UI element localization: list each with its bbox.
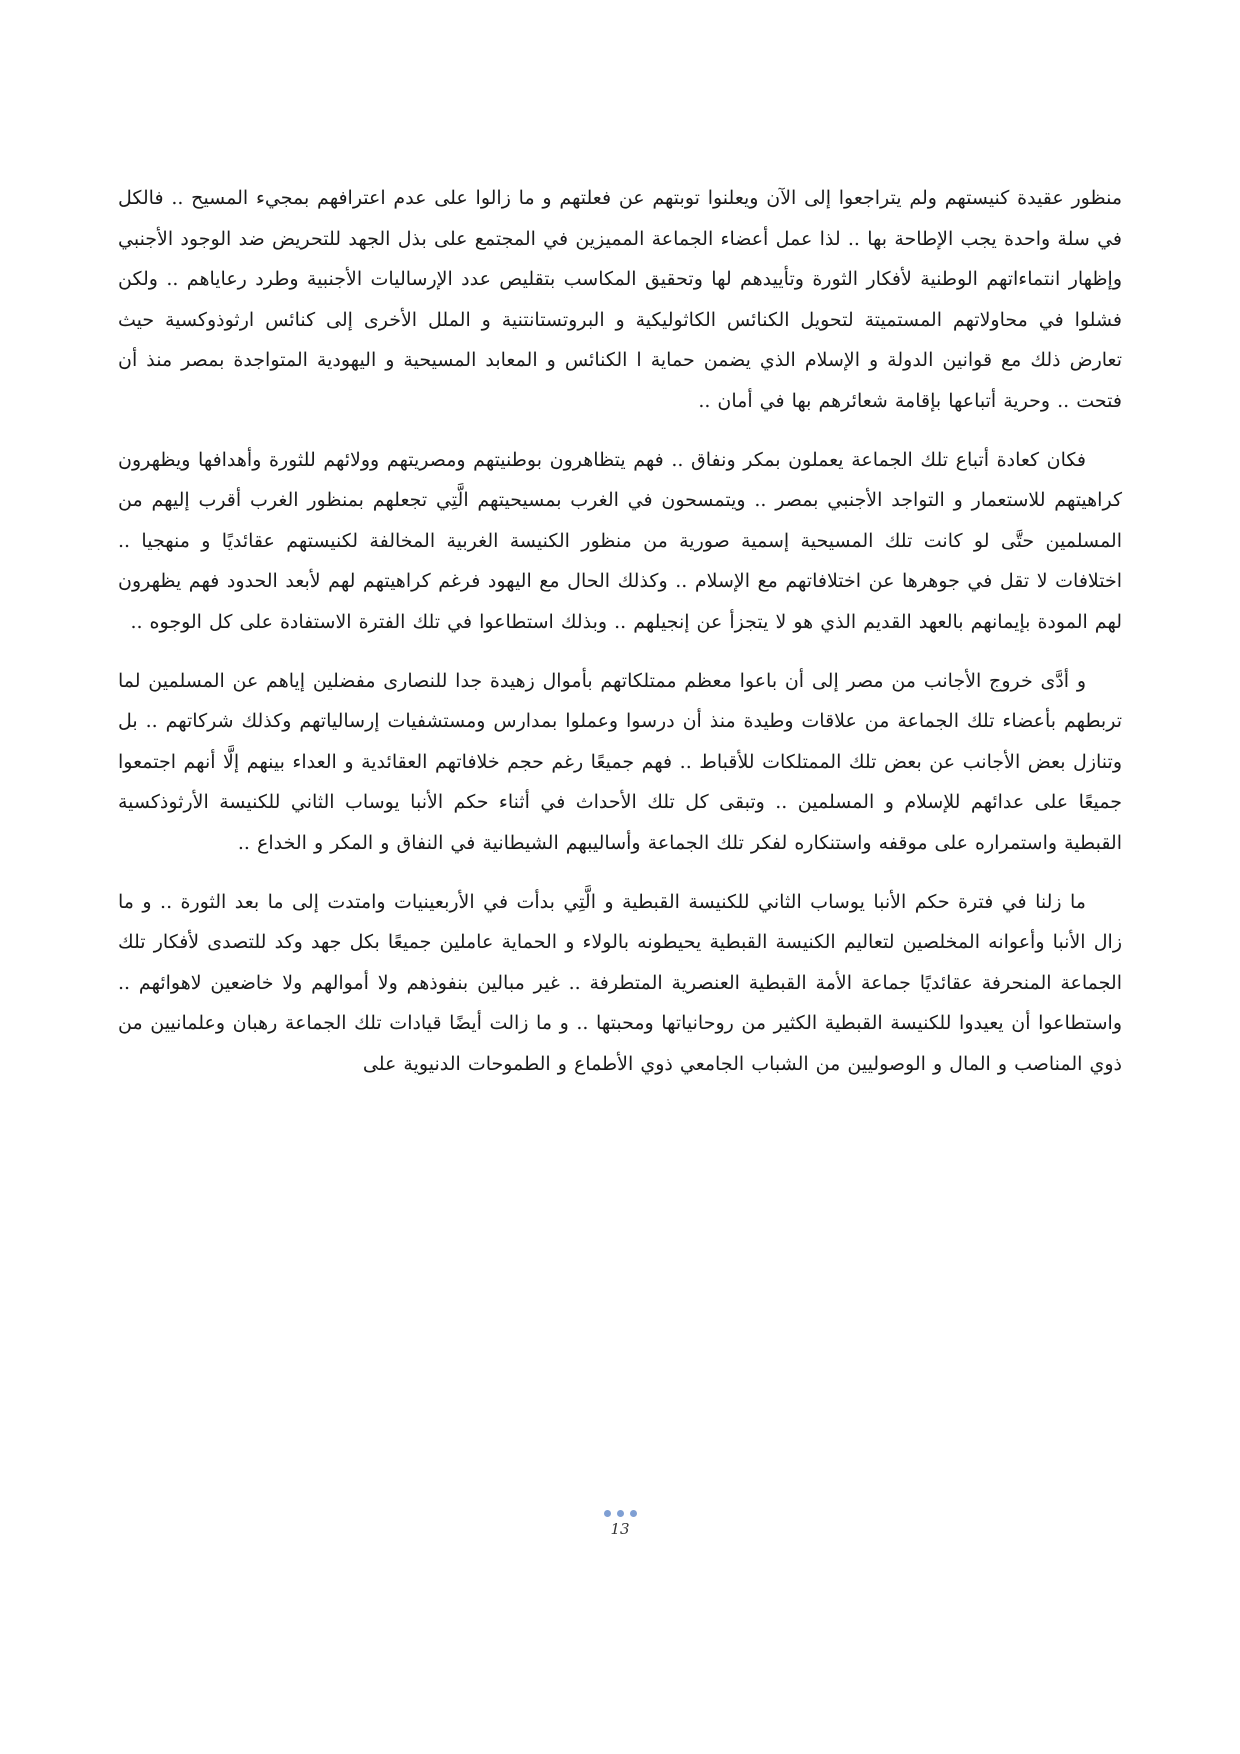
dot-icon [630, 1510, 637, 1517]
page-number: 13 [610, 1520, 630, 1538]
paragraph-2: فكان كعادة أتباع تلك الجماعة يعملون بمكر ونفاق .. فهم يتظاهرون بوطنيتهم ومصريتهم وولائهم للثورة وأهدافها ويظهرون كراهيتهم للاستعمار و التواجد الأجنبي بمصر .. ويتمسحون في الغرب بمسيحيتهم الَّتِي تجعلهم بمنظور الغرب أقرب إليهم من المسلمين حتَّى لو كانت تلك المسيحية إسمية صورية من منظور الكنيسة الغربية المخالفة لكنيستهم عقائديًا و منهجيا .. اختلافات لا تقل في جوهرها عن اختلافاتهم مع الإسلام .. وكذلك الحال مع اليهود فرغم كراهيتهم لهم لأبعد الحدود فهم يظهرون لهم المودة بإيمانهم بالعهد القديم الذي هو لا يتجزأ عن إنجيلهم .. وبذلك استطاعوا في تلك الفترة الاستفادة على كل الوجوه .. [118, 448, 1122, 633]
document-body [118, 178, 1122, 1102]
page-footer [0, 1508, 1240, 1548]
paragraph-3: و أدَّى خروج الأجانب من مصر إلى أن باعوا معظم ممتلكاتهم بأموال زهيدة جدا للنصارى مفضلين إياهم عن المسلمين لما تربطهم بأعضاء تلك الجماعة من علاقات وطيدة منذ أن درسوا وعملوا بمدارس ومستشفيات إرسالياتهم وكذلك شركاتهم .. بل وتنازل بعض الأجانب عن بعض تلك الممتلكات للأقباط .. فهم جميعًا رغم حجم خلافاتهم العقائدية و العداء بينهم إلَّا أنهم اجتمعوا جميعًا على عدائهم للإسلام و المسلمين .. وتبقى كل تلك الأحداث في أثناء حكم الأنبا يوساب الثاني للكنيسة الأرثوذكسية القبطية واستمراره على موقفه واستنكاره لفكر تلك الجماعة وأساليبهم الشيطانية في النفاق و المكر و الخداع .. [118, 669, 1122, 854]
paragraph-4: ما زلنا في فترة حكم الأنبا يوساب الثاني للكنيسة القبطية و الَّتِي بدأت في الأربعينيات وامتدت إلى ما بعد الثورة .. و ما زال الأنبا وأعوانه المخلصين لتعاليم الكنيسة القبطية يحيطونه بالولاء و الحماية عاملين جميعًا بكل جهد وكد للتصدى لأفكار تلك الجماعة المنحرفة عقائديًا جماعة الأمة القبطية العنصرية المتطرفة .. غير مبالين بنفوذهم ولا أموالهم ولا خاضعين لاهوائهم .. واستطاعوا أن يعيدوا للكنيسة القبطية الكثير من روحانياتها ومحبتها .. و ما زالت أيضًا قيادات تلك الجماعة رهبان وعلمانيين من ذوي المناصب و المال و الوصوليين من الشباب الجامعي ذوي الأطماع و الطموحات الدنيوية على [118, 890, 1122, 1075]
paragraph-1: منظور عقيدة كنيستهم ولم يتراجعوا إلى الآن ويعلنوا توبتهم عن فعلتهم و ما زالوا على عدم اعترافهم بمجيء المسيح .. فالكل في سلة واحدة يجب الإطاحة بها .. لذا عمل أعضاء الجماعة المميزين في المجتمع على بذل الجهد للتحريض ضد الوجود الأجنبي وإظهار انتماءاتهم الوطنية لأفكار الثورة وتأييدهم لها وتحقيق المكاسب بتقليص عدد الإرساليات الأجنبية وطرد رعاياهم .. ولكن فشلوا في محاولاتهم المستميتة لتحويل الكنائس الكاثوليكية و البروتستانتنية و الملل الأخرى إلى كنائس ارثوذوكسية حيث تعارض ذلك مع قوانين الدولة و الإسلام الذي يضمن حماية ا الكنائس و المعابد المسيحية و اليهودية المتواجدة بمصر منذ أن فتحت .. وحرية أتباعها بإقامة شعائرهم بها في أمان .. [118, 187, 1122, 412]
dot-icon [604, 1510, 611, 1517]
dot-icon [617, 1510, 624, 1517]
footer-dots-icon [0, 1508, 1240, 1518]
